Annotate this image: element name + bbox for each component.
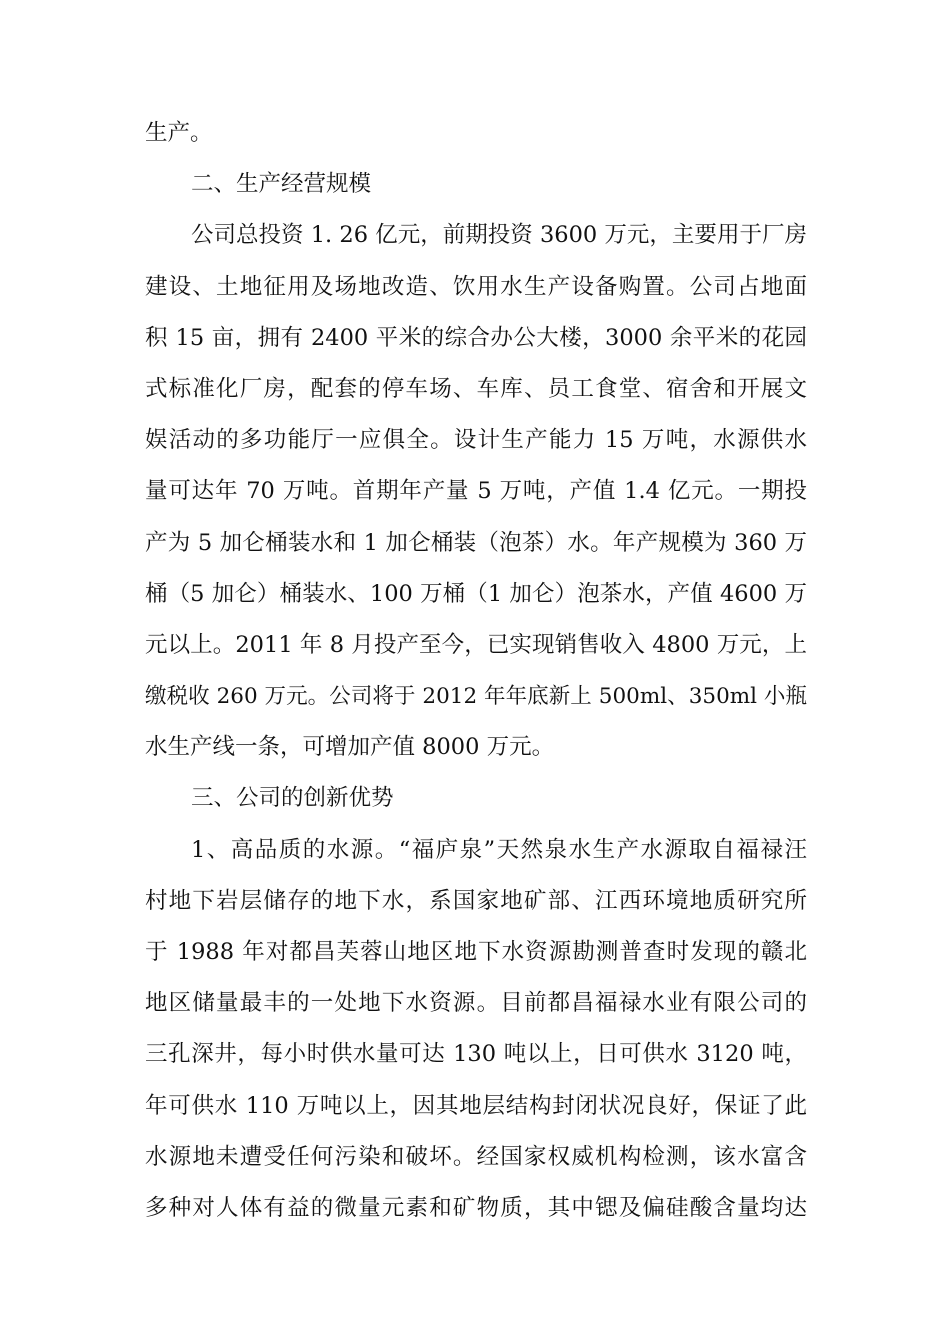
- document-body: [145, 108, 807, 1234]
- paragraph-line-18: 地区储量最丰的一处地下水资源。目前都昌福禄水业有限公司的: [145, 990, 807, 1017]
- paragraph-line-19: 三孔深井，每小时供水量可达 130 吨以上，日可供水 3120 吨，: [145, 1041, 807, 1068]
- paragraph-line-15: 1、高品质的水源。“福庐泉”天然泉水生产水源取自福禄汪: [191, 836, 807, 863]
- paragraph-line-16: 村地下岩层储存的地下水，系国家地矿部、江西环境地质研究所: [145, 887, 807, 914]
- paragraph-line-4: 建设、土地征用及场地改造、饮用水生产设备购置。公司占地面: [145, 273, 807, 300]
- paragraph-line-12: 缴税收 260 万元。公司将于 2012 年年底新上 500ml、350ml 小瓶: [145, 684, 807, 710]
- paragraph-line-11: 元以上。2011 年 8 月投产至今，已实现销售收入 4800 万元，上: [145, 631, 807, 658]
- paragraph-line-22: 多种对人体有益的微量元素和矿物质，其中锶及偏硅酸含量均达: [145, 1194, 807, 1221]
- paragraph-line-3: 公司总投资 1. 26 亿元，前期投资 3600 万元，主要用于厂房: [191, 222, 807, 249]
- paragraph-line-21: 水源地未遭受任何污染和破坏。经国家权威机构检测，该水富含: [145, 1143, 807, 1170]
- paragraph-line-20: 年可供水 110 万吨以上，因其地层结构封闭状况良好，保证了此: [145, 1092, 807, 1119]
- paragraph-line-10: 桶（5 加仑）桶装水、100 万桶（1 加仑）泡茶水，产值 4600 万: [145, 580, 807, 607]
- paragraph-line-13: 水生产线一条，可增加产值 8000 万元。: [145, 734, 555, 761]
- paragraph-line-6: 式标准化厂房，配套的停车场、车库、员工食堂、宿舍和开展文: [145, 375, 807, 402]
- paragraph-line-5: 积 15 亩，拥有 2400 平米的综合办公大楼，3000 余平米的花园: [145, 324, 807, 351]
- paragraph-line-9: 产为 5 加仑桶装水和 1 加仑桶装（泡茶）水。年产规模为 360 万: [145, 529, 807, 556]
- paragraph-line-1: 生产。: [145, 120, 213, 146]
- section-heading-production-scale: 二、生产经营规模: [191, 171, 372, 198]
- section-heading-innovation-advantages: 三、公司的创新优势: [191, 785, 394, 812]
- paragraph-line-7: 娱活动的多功能厅一应俱全。设计生产能力 15 万吨，水源供水: [145, 427, 807, 454]
- paragraph-line-17: 于 1988 年对都昌芙蓉山地区地下水资源勘测普查时发现的赣北: [145, 939, 807, 965]
- paragraph-line-8: 量可达年 70 万吨。首期年产量 5 万吨，产值 1.4 亿元。一期投: [145, 478, 807, 505]
